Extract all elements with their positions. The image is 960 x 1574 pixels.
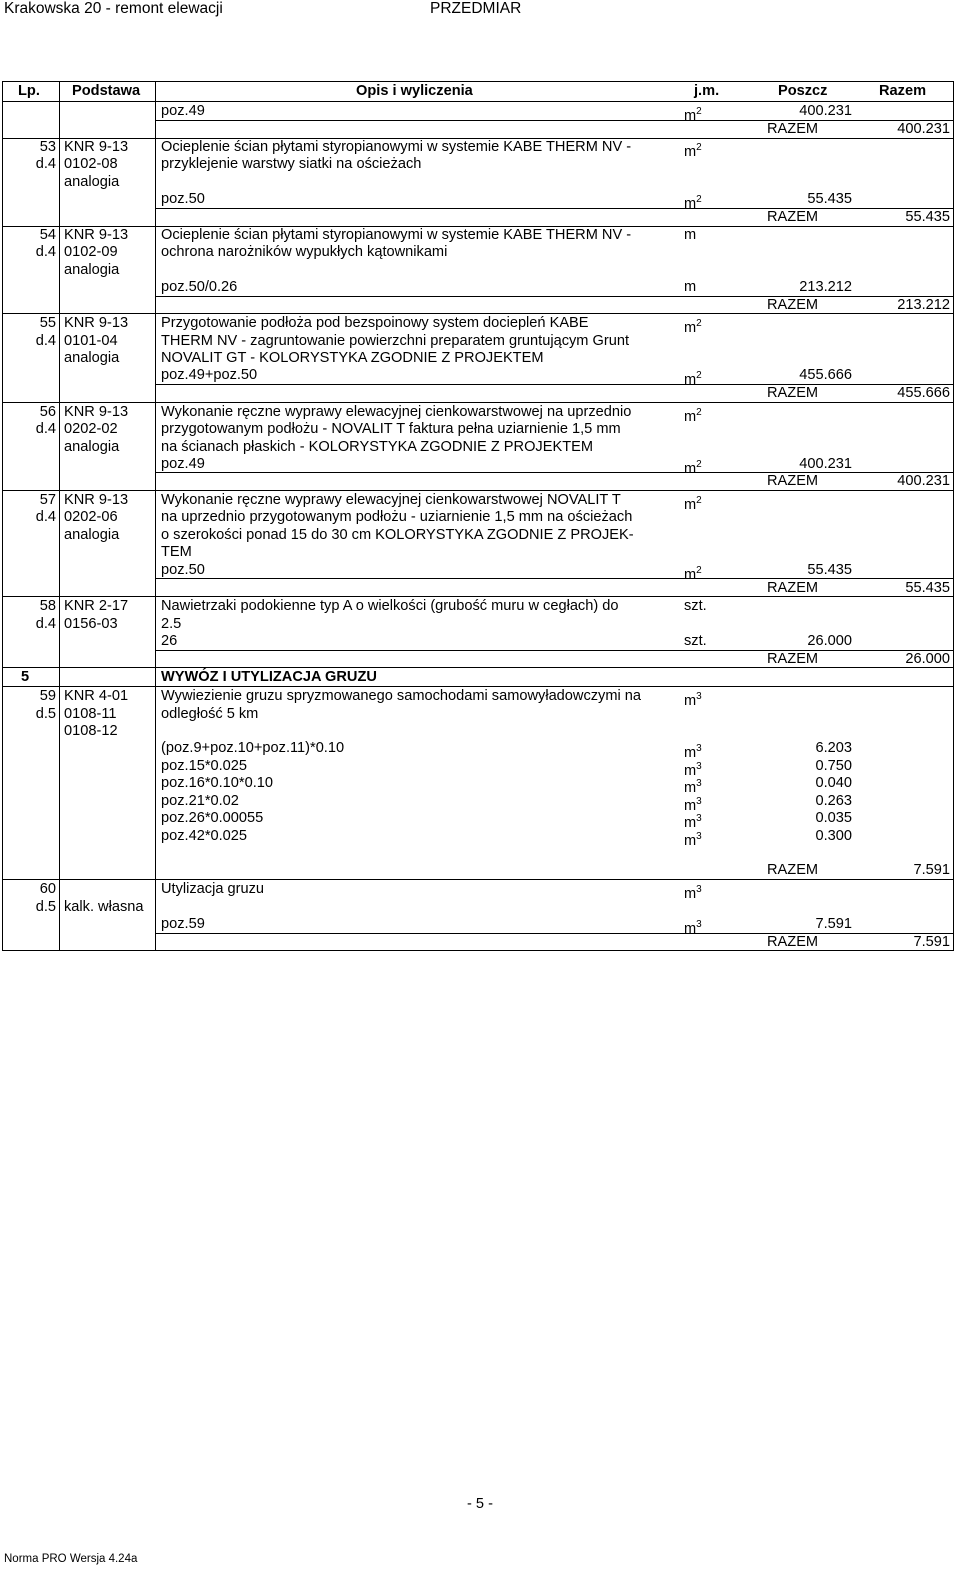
calc-value: 0.300 — [815, 828, 852, 844]
item-description: ochrona narożników wypukłych kątownikami — [161, 244, 448, 260]
item-basis: KNR 9-13 — [64, 139, 129, 155]
item-description: NOVALIT GT - KOLORYSTYKA ZGODNIE Z PROJEKTEM — [161, 350, 544, 366]
razem-label: RAZEM — [767, 580, 819, 596]
header-lp: Lp. — [18, 83, 40, 99]
column-divider — [59, 81, 60, 951]
item-description: Wykonanie ręczne wyprawy elewacyjnej cienkowarstwowej NOVALIT T — [161, 492, 621, 508]
section-number: 5 — [21, 669, 30, 685]
razem-label: RAZEM — [767, 385, 819, 401]
project-title: Krakowska 20 - remont elewacji — [4, 0, 223, 17]
calc-text: poz.49 — [161, 456, 205, 472]
item-division: d.4 — [35, 509, 56, 525]
calc-value: 26.000 — [807, 633, 852, 649]
subtotal-line — [155, 650, 954, 651]
header-bottom-border — [2, 101, 954, 102]
calc-text: poz.50 — [161, 191, 205, 207]
calc-unit: $m^2$ — [684, 565, 702, 583]
calc-unit: $m^3$ — [684, 778, 702, 796]
subtotal-line — [155, 208, 954, 209]
item-basis: analogia — [64, 174, 120, 190]
calc-unit: $m^3$ — [684, 796, 702, 814]
calc-value: 7.591 — [815, 916, 852, 932]
item-division: d.4 — [35, 244, 56, 260]
calc-unit: $m^3$ — [684, 761, 702, 779]
razem-label: RAZEM — [767, 121, 819, 137]
razem-value: 400.231 — [897, 473, 950, 489]
item-description: Ocieplenie ścian płytami styropianowymi w systemie KABE THERM NV - — [161, 139, 632, 155]
section-title: WYWÓZ I UTYLIZACJA GRUZU — [161, 669, 377, 685]
item-unit: m — [684, 227, 697, 243]
item-basis: 0108-11 — [64, 706, 117, 722]
item-basis: kalk. własna — [64, 899, 144, 915]
page-number: - 5 - — [467, 1496, 493, 1512]
calc-text: poz.26*0.00055 — [161, 810, 264, 826]
row-separator — [2, 686, 954, 687]
calc-text: poz.49+poz.50 — [161, 367, 258, 383]
item-basis: 0102-08 — [64, 156, 118, 172]
item-basis: 0202-02 — [64, 421, 118, 437]
calc-text: poz.21*0.02 — [161, 793, 239, 809]
calc-value: 55.435 — [807, 191, 852, 207]
item-division: d.5 — [35, 706, 56, 722]
item-basis: 0156-03 — [64, 616, 118, 632]
item-basis: KNR 9-13 — [64, 227, 129, 243]
item-description: 2.5 — [161, 616, 182, 632]
subtotal-line — [155, 120, 954, 121]
item-basis: 0108-12 — [64, 723, 118, 739]
item-lp: 53 — [39, 139, 56, 155]
item-lp: 58 — [39, 598, 56, 614]
item-division: d.4 — [35, 616, 56, 632]
item-lp: 60 — [39, 881, 56, 897]
header-opis: Opis i wyliczenia — [356, 83, 473, 99]
table-top-border — [2, 81, 954, 82]
item-unit: $m^2$ — [684, 495, 702, 513]
row-separator — [2, 490, 954, 491]
calc-text: poz.50 — [161, 562, 205, 578]
item-basis: KNR 2-17 — [64, 598, 129, 614]
razem-value: 400.231 — [897, 121, 950, 137]
item-division: d.5 — [35, 899, 56, 915]
calc-unit: $m^3$ — [684, 813, 702, 831]
header-podstawa: Podstawa — [72, 83, 141, 99]
razem-value: 55.435 — [905, 209, 950, 225]
item-description: przygotowanym podłożu - NOVALIT T faktura pełna uziarnienie 1,5 mm — [161, 421, 621, 437]
razem-value: 455.666 — [897, 385, 950, 401]
item-unit: szt. — [684, 598, 707, 614]
item-division: d.4 — [35, 156, 56, 172]
calc-value: 0.263 — [815, 793, 852, 809]
calc-text: 26 — [161, 633, 178, 649]
item-unit: $m^2$ — [684, 142, 702, 160]
item-description: o szerokości ponad 15 do 30 cm KOLORYSTYKA ZGODNIE Z PROJEK- — [161, 527, 634, 543]
item-description: na ścianach płaskich - KOLORYSTYKA ZGODNIE Z PROJEKTEM — [161, 439, 593, 455]
calc-value: 455.666 — [799, 367, 852, 383]
calc-text: poz.49 — [161, 103, 205, 119]
calc-unit: $m^2$ — [684, 194, 702, 212]
calc-unit: $m^3$ — [684, 743, 702, 761]
calc-unit: $m^2$ — [684, 106, 702, 124]
calc-unit: $m^3$ — [684, 919, 702, 937]
item-lp: 54 — [39, 227, 56, 243]
item-basis: analogia — [64, 439, 120, 455]
razem-value: 213.212 — [897, 297, 950, 313]
item-basis: 0102-09 — [64, 244, 118, 260]
item-lp: 55 — [39, 315, 56, 331]
item-description: Wykonanie ręczne wyprawy elewacyjnej cienkowarstwowej na uprzednio — [161, 404, 632, 420]
calc-text: (poz.9+poz.10+poz.11)*0.10 — [161, 740, 345, 756]
item-unit: $m^3$ — [684, 691, 702, 709]
calc-value: 0.040 — [815, 775, 852, 791]
calc-value: 6.203 — [815, 740, 852, 756]
item-division: d.4 — [35, 333, 56, 349]
item-basis: analogia — [64, 350, 120, 366]
item-division: d.4 — [35, 421, 56, 437]
item-basis: KNR 9-13 — [64, 315, 129, 331]
calc-unit: m — [684, 279, 697, 295]
calc-text: poz.42*0.025 — [161, 828, 248, 844]
item-lp: 56 — [39, 404, 56, 420]
item-basis: analogia — [64, 527, 120, 543]
item-lp: 57 — [39, 492, 56, 508]
razem-label: RAZEM — [767, 297, 819, 313]
calc-value: 213.212 — [799, 279, 852, 295]
header-razem: Razem — [879, 83, 927, 99]
razem-label: RAZEM — [767, 651, 819, 667]
subtotal-line — [155, 384, 954, 385]
header-jm: j.m. — [694, 83, 720, 99]
item-unit: $m^2$ — [684, 318, 702, 336]
item-description: na uprzednio przygotowanym podłożu - uziarnienie 1,5 mm na ościeżach — [161, 509, 633, 525]
calc-value: 55.435 — [807, 562, 852, 578]
item-description: odległość 5 km — [161, 706, 259, 722]
razem-label: RAZEM — [767, 934, 819, 950]
razem-label: RAZEM — [767, 473, 819, 489]
header-poszcz: Poszcz — [778, 83, 828, 99]
calc-text: poz.50/0.26 — [161, 279, 238, 295]
razem-value: 55.435 — [905, 580, 950, 596]
subtotal-line — [155, 296, 954, 297]
item-description: Nawietrzaki podokienne typ A o wielkości (grubość muru w cegłach) do — [161, 598, 619, 614]
calc-text: poz.59 — [161, 916, 205, 932]
item-unit: $m^3$ — [684, 884, 702, 902]
item-basis: 0202-06 — [64, 509, 118, 525]
razem-value: 7.591 — [913, 862, 950, 878]
calc-unit: $m^2$ — [684, 459, 702, 477]
calc-value: 0.035 — [815, 810, 852, 826]
table-right-border — [953, 81, 954, 951]
item-lp: 59 — [39, 688, 56, 704]
item-description: Ocieplenie ścian płytami styropianowymi w systemie KABE THERM NV - — [161, 227, 632, 243]
calc-value: 0.750 — [815, 758, 852, 774]
calc-value: 400.231 — [799, 103, 852, 119]
item-basis: KNR 9-13 — [64, 404, 129, 420]
item-basis: KNR 9-13 — [64, 492, 129, 508]
calc-value: 400.231 — [799, 456, 852, 472]
item-description: Utylizacja gruzu — [161, 881, 265, 897]
subtotal-line — [155, 933, 954, 934]
item-basis: KNR 4-01 — [64, 688, 129, 704]
row-separator — [2, 402, 954, 403]
razem-value: 26.000 — [905, 651, 950, 667]
table-left-border — [2, 81, 3, 951]
software-version: Norma PRO Wersja 4.24a — [4, 1553, 138, 1565]
item-basis: 0101-04 — [64, 333, 118, 349]
item-basis: analogia — [64, 262, 120, 278]
item-description: Przygotowanie podłoża pod bezspoinowy system dociepleń KABE — [161, 315, 589, 331]
calc-unit: $m^2$ — [684, 370, 702, 388]
item-description: TEM — [161, 544, 192, 560]
calc-text: poz.16*0.10*0.10 — [161, 775, 273, 791]
document-type: PRZEDMIAR — [430, 0, 522, 17]
column-divider — [155, 81, 156, 951]
razem-value: 7.591 — [913, 934, 950, 950]
row-separator — [2, 879, 954, 880]
item-unit: $m^2$ — [684, 407, 702, 425]
calc-text: poz.15*0.025 — [161, 758, 248, 774]
item-description: THERM NV - zagruntowanie powierzchni preparatem gruntującym Grunt — [161, 333, 629, 349]
calc-unit: szt. — [684, 633, 707, 649]
calc-unit: $m^3$ — [684, 831, 702, 849]
razem-label: RAZEM — [767, 209, 819, 225]
razem-label: RAZEM — [767, 862, 819, 878]
item-description: przyklejenie warstwy siatki na ościeżach — [161, 156, 422, 172]
item-description: Wywiezienie gruzu spryzmowanego samochodami samowyładowczymi na — [161, 688, 642, 704]
